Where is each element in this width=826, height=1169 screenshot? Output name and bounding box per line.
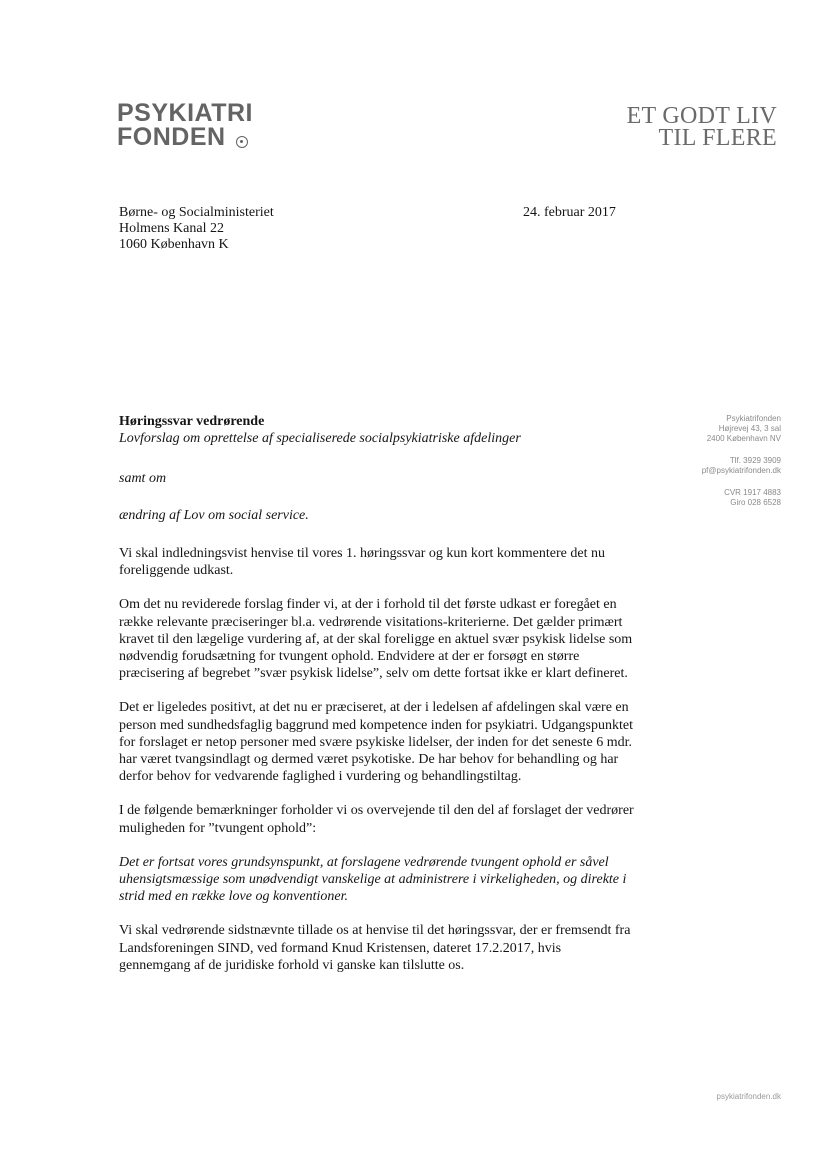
subject-title: Høringssvar vedrørende bbox=[119, 414, 265, 429]
sender-info bbox=[702, 414, 781, 508]
body-paragraph-4: I de følgende bemærkninger forholder vi os overvejende til den del af forslaget der vedrører muligheden for ”tvungent ophold”: bbox=[119, 803, 634, 836]
psykiatrifonden-logo bbox=[117, 101, 253, 149]
sender-city: 2400 København NV bbox=[706, 434, 781, 443]
sender-cvr: CVR 1917 4883 bbox=[724, 488, 781, 497]
logo-line-2 bbox=[117, 125, 253, 149]
body-paragraph-1: Vi skal indledningsvist henvise til vores 1. høringssvar og kun kort kommentere det nu foreliggende udkast. bbox=[119, 546, 605, 579]
subject-line-1: Lovforslag om oprettelse af specialiserede socialpsykiatriske afdelinger bbox=[119, 431, 521, 446]
slogan-logo bbox=[627, 105, 777, 149]
sender-giro: Giro 028 6528 bbox=[730, 498, 781, 507]
recipient-city: 1060 København K bbox=[119, 237, 229, 252]
recipient-name: Børne- og Socialministeriet bbox=[119, 205, 274, 220]
sender-name: Psykiatrifonden bbox=[726, 414, 781, 423]
subject-line-2: samt om bbox=[119, 471, 167, 486]
body-paragraph-2: Om det nu reviderede forslag finder vi, at der i forhold til det første udkast er foregået en række relevante præciseringer bl.a. vedrørende visitations-kriterierne. Det gælder primært kravet til den lægelige vurdering af, at der skal foreligge en aktuel svær psykisk lidelse som nødvendig forudsætning for tvungent ophold. Endvidere at der er forsøgt en større præcisering af begrebet ”svær psykisk lidelse”, selv om dette fortsat ikke er klart defineret. bbox=[119, 597, 633, 682]
sender-street: Højrevej 43, 3 sal bbox=[718, 424, 781, 433]
sender-email: pf@psykiatrifonden.dk bbox=[701, 466, 781, 475]
footer-website: psykiatrifonden.dk bbox=[716, 1092, 781, 1101]
body-paragraph-3: Det er ligeledes positivt, at det nu er præciseret, at der i ledelsen af afdelingen skal være en person med sundhedsfaglig baggrund med kompetence inden for psykiatri. Udgangspunktet for forslaget er netop personer med svære psykiske lidelser, der inden for det seneste 6 mdr. har været tvangsindlagt og dermed været psykotiske. De har behov for behandling og har derfor behov for vedvarende faglighed i vurdering og behandlingstiltag. bbox=[119, 700, 633, 785]
letter-body bbox=[119, 545, 634, 991]
logo-line-2-text: FONDEN bbox=[117, 123, 226, 151]
sender-phone: Tlf. 3929 3909 bbox=[729, 456, 781, 465]
recipient-address bbox=[119, 205, 274, 253]
body-paragraph-5: Det er fortsat vores grundsynspunkt, at forslagene vedrørende tvungent ophold er såvel uhensigtsmæssige som unødvendigt vanskelige at administrere i virkeligheden, og direkte i strid med en række love og konventioner. bbox=[119, 854, 627, 905]
logo-circle-icon bbox=[236, 136, 248, 148]
letter-date: 24. februar 2017 bbox=[523, 205, 616, 220]
subject-line-3: ændring af Lov om social service. bbox=[119, 508, 309, 523]
recipient-street: Holmens Kanal 22 bbox=[119, 221, 224, 236]
logo-line-1: PSYKIATRI bbox=[117, 99, 253, 127]
slogan-line-2: TIL FLERE bbox=[658, 125, 777, 151]
slogan-line-1: ET GODT LIV bbox=[626, 103, 777, 129]
body-paragraph-6: Vi skal vedrørende sidstnævnte tillade os at henvise til det høringssvar, der er fremsendt fra Landsforeningen SIND, ved formand Knud Kristensen, dateret 17.2.2017, hvis gennemgang af de juridiske forhold vi ganske kan tilslutte os. bbox=[119, 923, 631, 973]
